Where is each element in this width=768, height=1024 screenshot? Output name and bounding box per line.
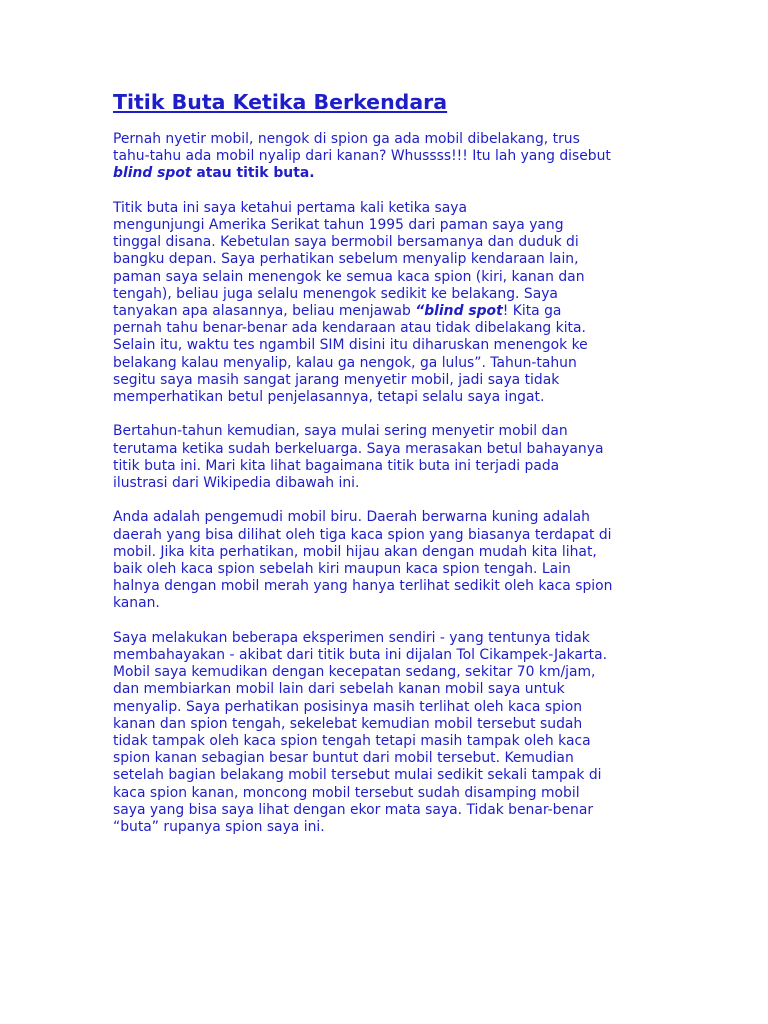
text-line: terutama ketika sudah berkeluarga. Saya merasakan betul bahayanya bbox=[113, 440, 604, 457]
text-line: baik oleh kaca spion sebelah kiri maupun kaca spion tengah. Lain bbox=[113, 561, 571, 578]
text-line: mengunjungi Amerika Serikat tahun 1995 dari paman saya yang bbox=[113, 217, 564, 233]
text-line: Pernah nyetir mobil, nengok di spion ga ada mobil dibelakang, trus bbox=[113, 131, 580, 147]
text-line: titik buta ini. Mari kita lihat bagaimana titik buta ini terjadi pada bbox=[113, 457, 560, 474]
text-line bbox=[113, 165, 673, 182]
paragraph-illustration bbox=[113, 509, 673, 612]
text-line: mobil. Jika kita perhatikan, mobil hijau akan dengan mudah kita lihat, bbox=[113, 543, 597, 560]
text-line: bangku depan. Saya perhatikan sebelum menyalip kendaraan lain, bbox=[113, 251, 579, 268]
blind-spot-term: blind spot bbox=[113, 165, 192, 182]
text-line: tidak tampak oleh kaca spion tengah tetapi masih tampak oleh kaca bbox=[113, 733, 591, 750]
text-line: segitu saya masih sangat jarang menyetir mobil, jadi saya tidak bbox=[113, 371, 560, 388]
text-line: kaca spion kanan, moncong mobil tersebut sudah disamping mobil bbox=[113, 784, 580, 801]
text-line: “buta” rupanya spion saya ini. bbox=[113, 819, 325, 836]
text-line: memperhatikan betul penjelasannya, tetapi selalu saya ingat. bbox=[113, 389, 545, 406]
text-line: menyalip. Saya perhatikan posisinya masih terlihat oleh kaca spion bbox=[113, 698, 583, 715]
term-translation: atau titik buta. bbox=[191, 165, 315, 182]
text-line: saya yang bisa saya lihat dengan ekor mata saya. Tidak benar-benar bbox=[113, 801, 594, 818]
paragraph-story bbox=[113, 200, 673, 406]
text-line: Saya melakukan beberapa eksperimen sendiri - yang tentunya tidak bbox=[113, 629, 590, 646]
text-line: Bertahun-tahun kemudian, saya mulai sering menyetir mobil dan bbox=[113, 423, 568, 440]
text-line: pernah tahu benar-benar ada kendaraan atau tidak dibelakang kita. bbox=[113, 320, 586, 337]
paragraph-intro bbox=[113, 131, 673, 183]
paragraph-years-later bbox=[113, 423, 673, 492]
text-line: kanan. bbox=[113, 595, 160, 612]
text-line: Mobil saya kemudikan dengan kecepatan sedang, sekitar 70 km/jam, bbox=[113, 664, 596, 681]
text-line: paman saya selain menengok ke semua kaca spion (kiri, kanan dan bbox=[113, 268, 585, 285]
text-segment: ! Kita ga bbox=[502, 303, 562, 320]
text-line: Anda adalah pengemudi mobil biru. Daerah berwarna kuning adalah bbox=[113, 509, 590, 526]
text-line: daerah yang bisa dilihat oleh tiga kaca spion yang biasanya terdapat di bbox=[113, 526, 612, 543]
paragraph-experiment bbox=[113, 630, 673, 836]
text-line: dan membiarkan mobil lain dari sebelah kanan mobil saya untuk bbox=[113, 681, 565, 698]
article-title-link[interactable]: Titik Buta Ketika Berkendara bbox=[113, 90, 448, 114]
text-line: Titik buta ini saya ketahui pertama kali ketika saya bbox=[113, 199, 467, 216]
text-line: spion kanan sebagian besar buntut dari mobil tersebut. Kemudian bbox=[113, 750, 574, 767]
text-line: halnya dengan mobil merah yang hanya terlihat sedikit oleh kaca spion bbox=[113, 578, 613, 595]
text-line: kanan dan spion tengah, sekelebat kemudian mobil tersebut sudah bbox=[113, 715, 583, 732]
text-line: ilustrasi dari Wikipedia dibawah ini. bbox=[113, 475, 360, 492]
blind-spot-quote: “blind spot bbox=[415, 303, 503, 320]
text-line bbox=[113, 303, 673, 320]
text-line: tengah), beliau juga selalu menengok sedikit ke belakang. Saya bbox=[113, 285, 558, 302]
text-segment: tanyakan apa alasannya, beliau menjawab bbox=[113, 303, 416, 320]
text-line: tinggal disana. Kebetulan saya bermobil bersamanya dan duduk di bbox=[113, 234, 579, 251]
article bbox=[113, 88, 673, 853]
text-line: tahu-tahu ada mobil nyalip dari kanan? Whussss!!! Itu lah yang disebut bbox=[113, 148, 611, 165]
text-line: setelah bagian belakang mobil tersebut mulai sedikit sekali tampak di bbox=[113, 767, 602, 784]
text-line: belakang kalau menyalip, kalau ga nengok, ga lulus”. Tahun-tahun bbox=[113, 354, 577, 371]
text-line: membahayakan - akibat dari titik buta ini dijalan Tol Cikampek-Jakarta. bbox=[113, 647, 608, 664]
text-line: Selain itu, waktu tes ngambil SIM disini itu diharuskan menengok ke bbox=[113, 337, 588, 354]
